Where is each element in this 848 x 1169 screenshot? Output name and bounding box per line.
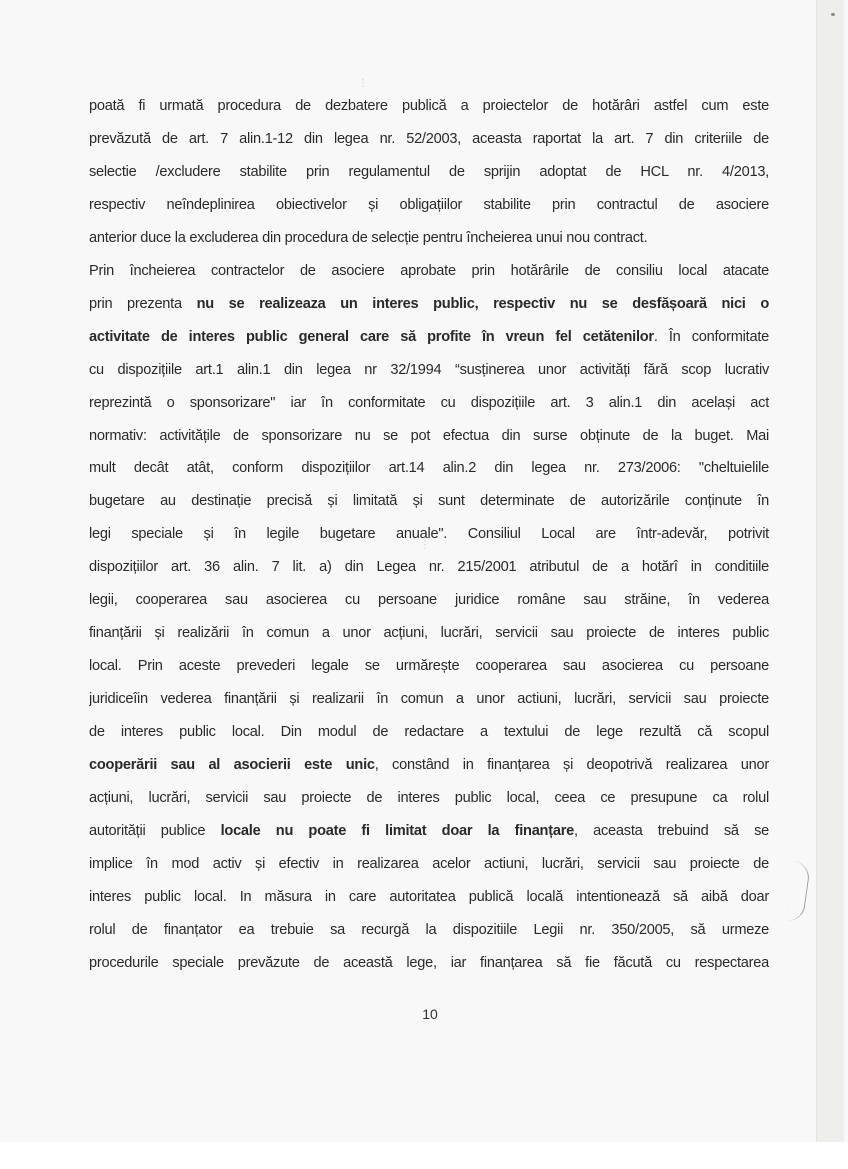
bold-text-run: cooperării sau al asocierii este unic	[89, 757, 375, 774]
text-line	[89, 749, 769, 782]
text-run: finanțării și realizării în comun a unor acțiuni, lucrări, servicii sau proiecte de interes public	[89, 625, 769, 642]
text-line	[89, 947, 769, 980]
text-run: , aceasta trebuind să se	[574, 822, 769, 839]
page-number: 10	[422, 1006, 438, 1022]
text-line	[89, 123, 769, 156]
text-line	[89, 420, 769, 453]
text-line	[89, 354, 769, 387]
text-line	[89, 881, 769, 914]
text-line	[89, 156, 769, 189]
text-run: mult decât atât, conform dispozițiilor art.14 alin.2 din legea nr. 273/2006: "cheltuielile	[89, 460, 769, 477]
show-through-marks-mid: ⋮	[420, 540, 430, 551]
text-line	[89, 617, 769, 650]
text-line	[89, 189, 769, 222]
text-run: anterior duce la excluderea din procedura de selecție pentru încheierea unui nou contract.	[89, 229, 648, 246]
text-run: reprezintă o sponsorizare" iar în conformitate cu dispozițiile art. 3 alin.1 din același act	[89, 394, 769, 411]
bold-text-run: nu se realizeaza un interes public, respectiv nu se desfășoară nici o	[196, 295, 769, 312]
text-line	[89, 288, 769, 321]
text-line	[89, 815, 769, 848]
text-run: cu dispozițiile art.1 alin.1 din legea nr 32/1994 “susținerea unor activități fără scop lucrativ	[89, 361, 769, 378]
text-run: juridiceîin vederea finanțării și realizarii în comun a unor actiuni, lucrări, servicii sau proiecte	[89, 691, 769, 708]
text-line	[89, 90, 769, 123]
text-run: prin prezenta	[89, 295, 197, 312]
text-run: implice în mod activ și efectiv in realizarea acelor actiuni, lucrări, servicii sau proiecte de	[89, 855, 769, 872]
text-line	[89, 683, 769, 716]
bold-text-run: activitate de interes public general care să profite în vreun fel cetătenilor	[89, 328, 654, 345]
text-run: rolul de finanțator ea trebuie sa recurgă la dispozitiile Legii nr. 350/2005, să urmeze	[89, 921, 769, 938]
scan-speck	[831, 13, 835, 16]
text-line	[89, 452, 769, 485]
text-line	[89, 914, 769, 947]
text-run: . În conformitate	[653, 328, 769, 345]
text-run: respectiv neîndeplinirea obiectivelor și obligațiilor stabilite prin contractul de asociere	[89, 196, 769, 213]
text-run: selectie /excludere stabilite prin regulamentul de sprijin adoptat de HCL nr. 4/2013,	[89, 163, 769, 180]
text-run: legii, cooperarea sau asocierea cu persoane juridice române sau străine, în vederea	[89, 592, 769, 609]
text-run: dispozițiilor art. 36 alin. 7 lit. a) din Legea nr. 215/2001 atributul de a hotărî in conditiile	[89, 559, 769, 576]
text-line	[89, 255, 769, 288]
text-line	[89, 551, 769, 584]
text-run: local. Prin aceste prevederi legale se urmărește cooperarea sau asocierea cu persoane	[89, 658, 769, 675]
text-line	[89, 222, 769, 255]
show-through-marks-top: ⋮	[358, 78, 368, 89]
text-line	[89, 716, 769, 749]
body-text	[89, 90, 769, 980]
scan-edge-strip	[816, 0, 844, 1142]
text-run: interes public local. In măsura in care autoritatea publică locală intentionează să aibă doar	[89, 888, 769, 905]
text-run: , constând in finanțarea și deopotrivă realizarea unor	[374, 757, 769, 774]
text-run: bugetare au destinație precisă și limitată și sunt determinate de autorizările conținute în	[89, 493, 769, 510]
text-line	[89, 650, 769, 683]
text-line	[89, 321, 769, 354]
text-run: legi speciale și în legile bugetare anuale". Consiliul Local are într-adevăr, potrivit	[89, 526, 769, 543]
text-run: de interes public local. Din modul de redactare a textului de lege rezultă că scopul	[89, 724, 769, 741]
bold-text-run: locale nu poate fi limitat doar la finanțare	[220, 822, 574, 839]
text-run: normativ: activitățile de sponsorizare nu se pot efectua din surse obținute de la buget. Mai	[89, 427, 769, 444]
text-line	[89, 518, 769, 551]
text-run: poată fi urmată procedura de dezbatere publică a proiectelor de hotărâri astfel cum este	[89, 98, 769, 114]
text-line	[89, 584, 769, 617]
text-run: Prin încheierea contractelor de asociere aprobate prin hotărârile de consiliu local atacate	[89, 262, 769, 279]
text-run: procedurile speciale prevăzute de această lege, iar finanțarea să fie făcută cu respectarea	[89, 954, 769, 971]
text-line	[89, 782, 769, 815]
text-run: autorității publice	[89, 822, 221, 839]
text-run: prevăzută de art. 7 alin.1-12 din legea nr. 52/2003, aceasta raportat la art. 7 din criteriile de	[89, 130, 769, 147]
text-line	[89, 485, 769, 518]
pen-stroke-mark	[786, 861, 811, 923]
text-run: acțiuni, lucrări, servicii sau proiecte de interes public local, ceea ce presupune ca rolul	[89, 790, 769, 807]
text-line	[89, 848, 769, 881]
text-line	[89, 387, 769, 420]
